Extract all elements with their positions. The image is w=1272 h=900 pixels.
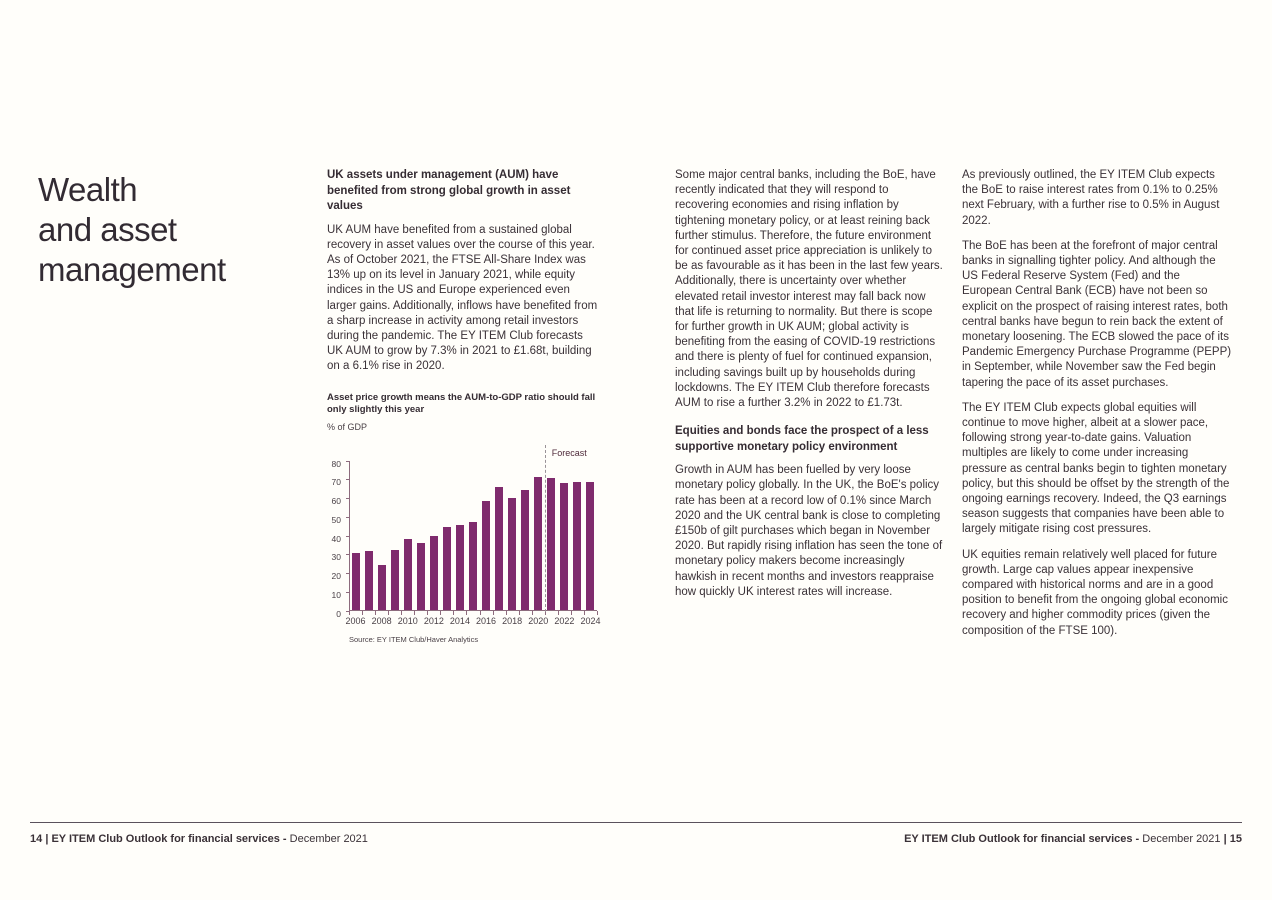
chart-y-axis-unit: % of GDP — [327, 421, 368, 432]
chart-source: Source: EY ITEM Club/Haver Analytics — [349, 634, 479, 644]
footer-booklet-title: EY ITEM Club Outlook for financial services - — [51, 833, 287, 845]
paragraph-fed-ecb: The BoE has been at the forefront of major central banks in signalling tighter policy. And although the US Federal Reserve System (Fed) and the European Central Bank (ECB) have not been so explicit on the prospect of raising interest rates, both central banks have begun to rein back the extent of monetary loosening. The ECB slowed the pace of its Pandemic Emergency Purchase Programme (PEPP) in September, while November saw the Fed begin tapering the pace of its asset purchases. — [962, 239, 1232, 389]
bar-2021 — [547, 478, 555, 610]
y-tick-mark — [346, 479, 349, 480]
y-tick-mark — [346, 536, 349, 537]
bar-2023 — [573, 482, 581, 609]
bar-2014 — [456, 525, 464, 609]
bar-2017 — [495, 487, 503, 610]
footer-pipe: | — [1223, 833, 1227, 845]
y-tick-mark — [346, 461, 349, 462]
footer-right — [904, 833, 1242, 845]
footer-date: December 2021 — [289, 833, 368, 845]
y-tick-label: 40 — [331, 533, 341, 544]
y-axis-line — [349, 461, 350, 611]
page-number-right: 15 — [1229, 833, 1242, 845]
y-tick-label: 10 — [331, 589, 341, 600]
y-tick-label: 0 — [336, 608, 341, 619]
bar-2008 — [378, 565, 386, 610]
page-title — [38, 170, 226, 290]
y-tick-mark — [346, 554, 349, 555]
bar-2007 — [365, 551, 373, 610]
y-tick-mark — [346, 517, 349, 518]
chart-title: Asset price growth means the AUM-to-GDP ratio should fall only slightly this year — [327, 391, 596, 416]
bar-2013 — [443, 527, 451, 609]
bar-2016 — [482, 501, 490, 610]
page-title-line: Wealth — [38, 171, 138, 208]
bar-2020 — [534, 477, 542, 610]
footer-pipe: | — [45, 833, 49, 845]
column-right — [962, 168, 1233, 649]
y-tick-label: 70 — [331, 477, 341, 488]
y-tick-label: 30 — [331, 552, 341, 563]
bar-2010 — [404, 539, 412, 609]
x-tick-label: 2012 — [423, 615, 444, 626]
x-tick-label: 2008 — [371, 615, 392, 626]
chart-x-axis-labels — [345, 614, 601, 626]
footer-date: December 2021 — [1142, 833, 1221, 845]
x-tick-label: 2006 — [345, 615, 366, 626]
x-tick-label: 2016 — [476, 615, 497, 626]
x-tick-label: 2022 — [554, 615, 575, 626]
bar-2019 — [521, 490, 529, 610]
x-tick-label: 2010 — [397, 615, 418, 626]
forecast-label: Forecast — [551, 447, 587, 458]
chart-y-axis-labels — [327, 458, 345, 619]
forecast-divider-line — [545, 445, 546, 612]
bar-2018 — [508, 498, 516, 610]
footer-booklet-title: EY ITEM Club Outlook for financial services - — [904, 833, 1140, 845]
y-tick-mark — [346, 498, 349, 499]
paragraph-uk-equities: UK equities remain relatively well placed for future growth. Large cap values appear inexpensive compared with historical norms and are in a good position to benefit from the ongoing global economic recovery and higher commodity prices (given the composition of the FTSE 100). — [962, 548, 1228, 637]
footer-left — [30, 833, 368, 845]
page-title-line: management — [38, 251, 226, 288]
column-middle — [675, 168, 943, 610]
column-left — [327, 168, 601, 647]
paragraph-central-banks: Some major central banks, including the BoE, have recently indicated that they will respond to recovering economies and rising inflation by tightening monetary policy, or at least reining back further stimulus. Therefore, the future environment for continued asset price appreciation is unlikely to be as favourable as it has been in the last few years. Additionally, there is uncertainty over whether elevated retail investor interest may fall back now that life is returning to normality. But there is scope for further growth in UK AUM; global activity is benefiting from the easing of COVID-19 restrictions and there is plenty of fuel for continued expansion, including savings built up by households during lockdowns. The EY ITEM Club therefore forecasts AUM to rise a further 3.2% in 2022 to £1.73t. — [675, 169, 943, 410]
y-tick-label: 50 — [331, 514, 341, 525]
section-heading-equities-bonds: Equities and bonds face the prospect of a less supportive monetary policy environment — [675, 425, 929, 453]
page-number-left: 14 — [30, 833, 43, 845]
paragraph-aum-growth: UK AUM have benefited from a sustained global recovery in asset values over the course of this year. As of October 2021, the FTSE All-Share Index was 13% up on its level in January 2021, while equity indices in the US and Europe experienced even larger gains. Additionally, inflows have benefited from a sharp increase in activity among retail investors during the pandemic. The EY ITEM Club forecasts UK AUM to grow by 7.3% in 2021 to £1.68t, building on a 6.1% rise in 2020. — [327, 223, 598, 373]
paragraph-global-equities: The EY ITEM Club expects global equities will continue to move higher, albeit at a slower pace, following strong year-to-date gains. Valuation multiples are likely to come under increasing pressure as central banks begin to tighten monetary policy, but this should be offset by the strength of the ongoing earnings recovery. Indeed, the Q3 earnings season suggests that companies have been able to largely mitigate rising cost pressures. — [962, 401, 1230, 536]
bar-2006 — [352, 553, 360, 610]
bar-2024 — [586, 482, 594, 609]
bar-2011 — [417, 543, 425, 610]
paragraph-aum-monetary-policy: Growth in AUM has been fuelled by very loose monetary policy globally. In the UK, the BoE's policy rate has been at a record low of 0.1% since March 2020 and the UK central bank is close to completing £150b of gilt purchases which began in November 2020. But rapidly rising inflation has seen the tone of monetary policy makers become increasingly hawkish in recent months and investors reappraise how quickly UK interest rates will increase. — [675, 464, 943, 598]
y-tick-mark — [346, 592, 349, 593]
page-title-line: and asset — [38, 211, 177, 248]
x-axis-line — [349, 610, 597, 611]
x-tick-label: 2018 — [502, 615, 523, 626]
y-tick-mark — [346, 573, 349, 574]
bar-2009 — [391, 550, 399, 610]
bar-2022 — [560, 483, 568, 610]
chart-canvas — [327, 447, 598, 619]
section-heading-aum-growth: UK assets under management (AUM) have benefited from strong global growth in asset values — [327, 169, 571, 212]
x-tick-label: 2020 — [528, 615, 549, 626]
y-tick-label: 60 — [331, 496, 341, 507]
bar-2012 — [430, 536, 438, 610]
y-tick-label: 80 — [331, 458, 341, 469]
chart-plot-area — [349, 447, 597, 611]
x-tick-label: 2024 — [580, 615, 601, 626]
bar-2015 — [469, 522, 477, 610]
paragraph-boe-rates: As previously outlined, the EY ITEM Club expects the BoE to raise interest rates from 0.1% to 0.25% next February, with a further rise to 0.5% in August 2022. — [962, 169, 1220, 227]
y-tick-label: 20 — [331, 571, 341, 582]
x-tick-label: 2014 — [449, 615, 470, 626]
aum-gdp-chart — [327, 391, 601, 647]
footer-divider-line — [30, 822, 1242, 823]
